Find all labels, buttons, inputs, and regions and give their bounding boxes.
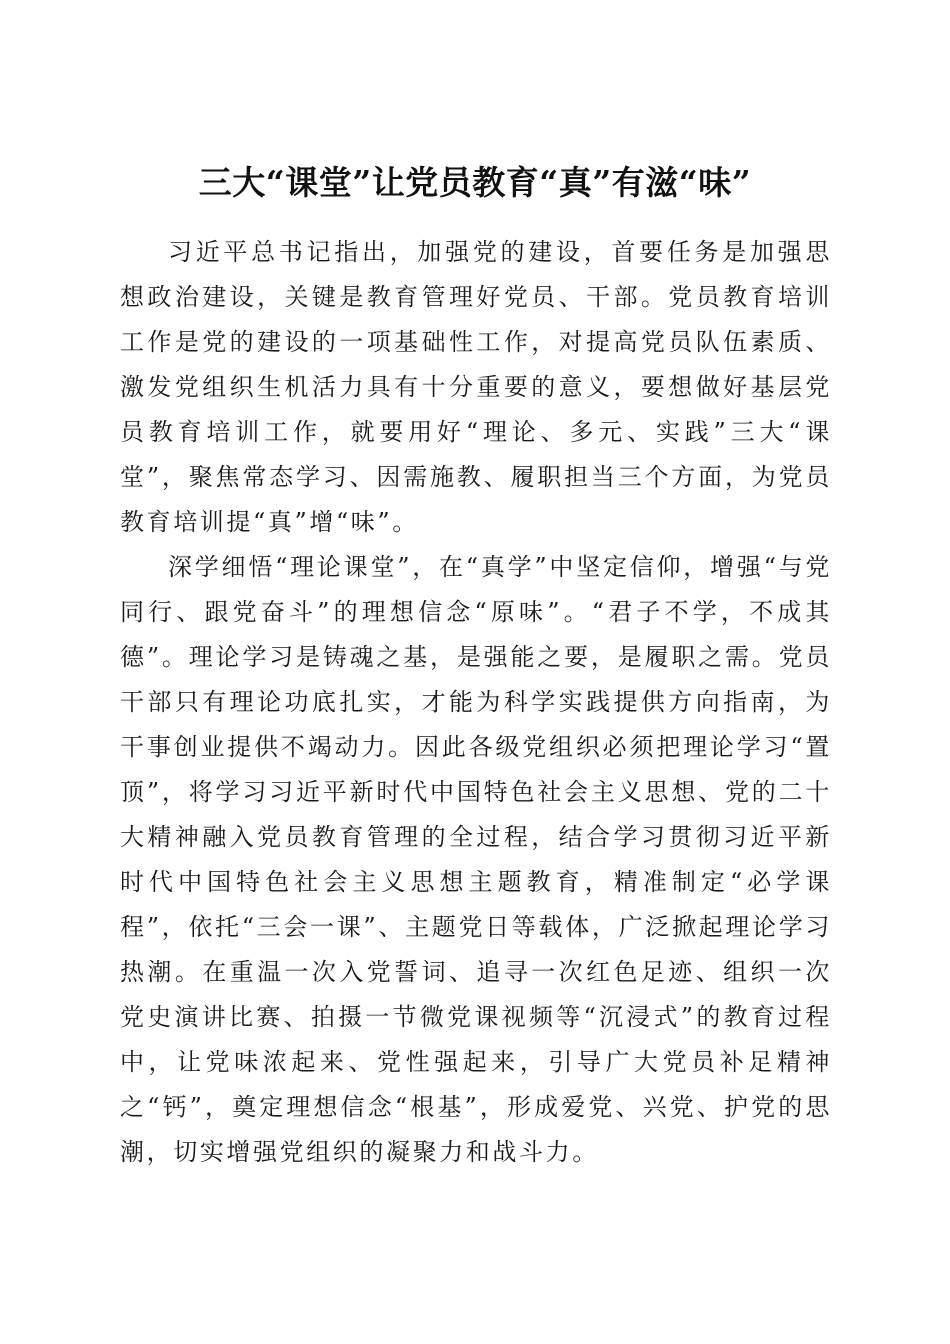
document-title: 三大“课堂”让党员教育“真”有滋“味” (198, 163, 752, 203)
paragraph-intro: 习近平总书记指出，加强党的建设，首要任务是加强思想政治建设，关键是教育管理好党员、干部。党员教育培训工作是党的建设的一项基础性工作，对提高党员队伍素质、激发党组织生机活力具有十分重要的意义，要想做好基层党员教育培训工作，就要用好“理论、多元、实践”三大“课堂”，聚焦常态学习、因需施教、履职担当三个方面，为党员教育培训提“真”增“味”。 (120, 238, 832, 536)
document-body (120, 230, 832, 1175)
paragraph-theory-classroom: 深学细悟“理论课堂”，在“真学”中坚定信仰，增强“与党同行、跟党奋斗”的理想信念“原味”。“君子不学，不成其德”。理论学习是铸魂之基，是强能之要，是履职之需。党员干部只有理论功底扎实，才能为科学实践提供方向指南，为干事创业提供不竭动力。因此各级党组织必须把理论学习“置顶”，将学习习近平新时代中国特色社会主义思想、党的二十大精神融入党员教育管理的全过程，结合学习贯彻习近平新时代中国特色社会主义思想主题教育，精准制定“必学课程”，依托“三会一课”、主题党日等载体，广泛掀起理论学习热潮。在重温一次入党誓词、追寻一次红色足迹、组织一次党史演讲比赛、拍摄一节微党课视频等“沉浸式”的教育过程中，让党味浓起来、党性强起来，引导广大党员补足精神之“钙”，奠定理想信念“根基”，形成爱党、兴党、护党的思潮，切实增强党组织的凝聚力和战斗力。 (120, 553, 832, 1166)
